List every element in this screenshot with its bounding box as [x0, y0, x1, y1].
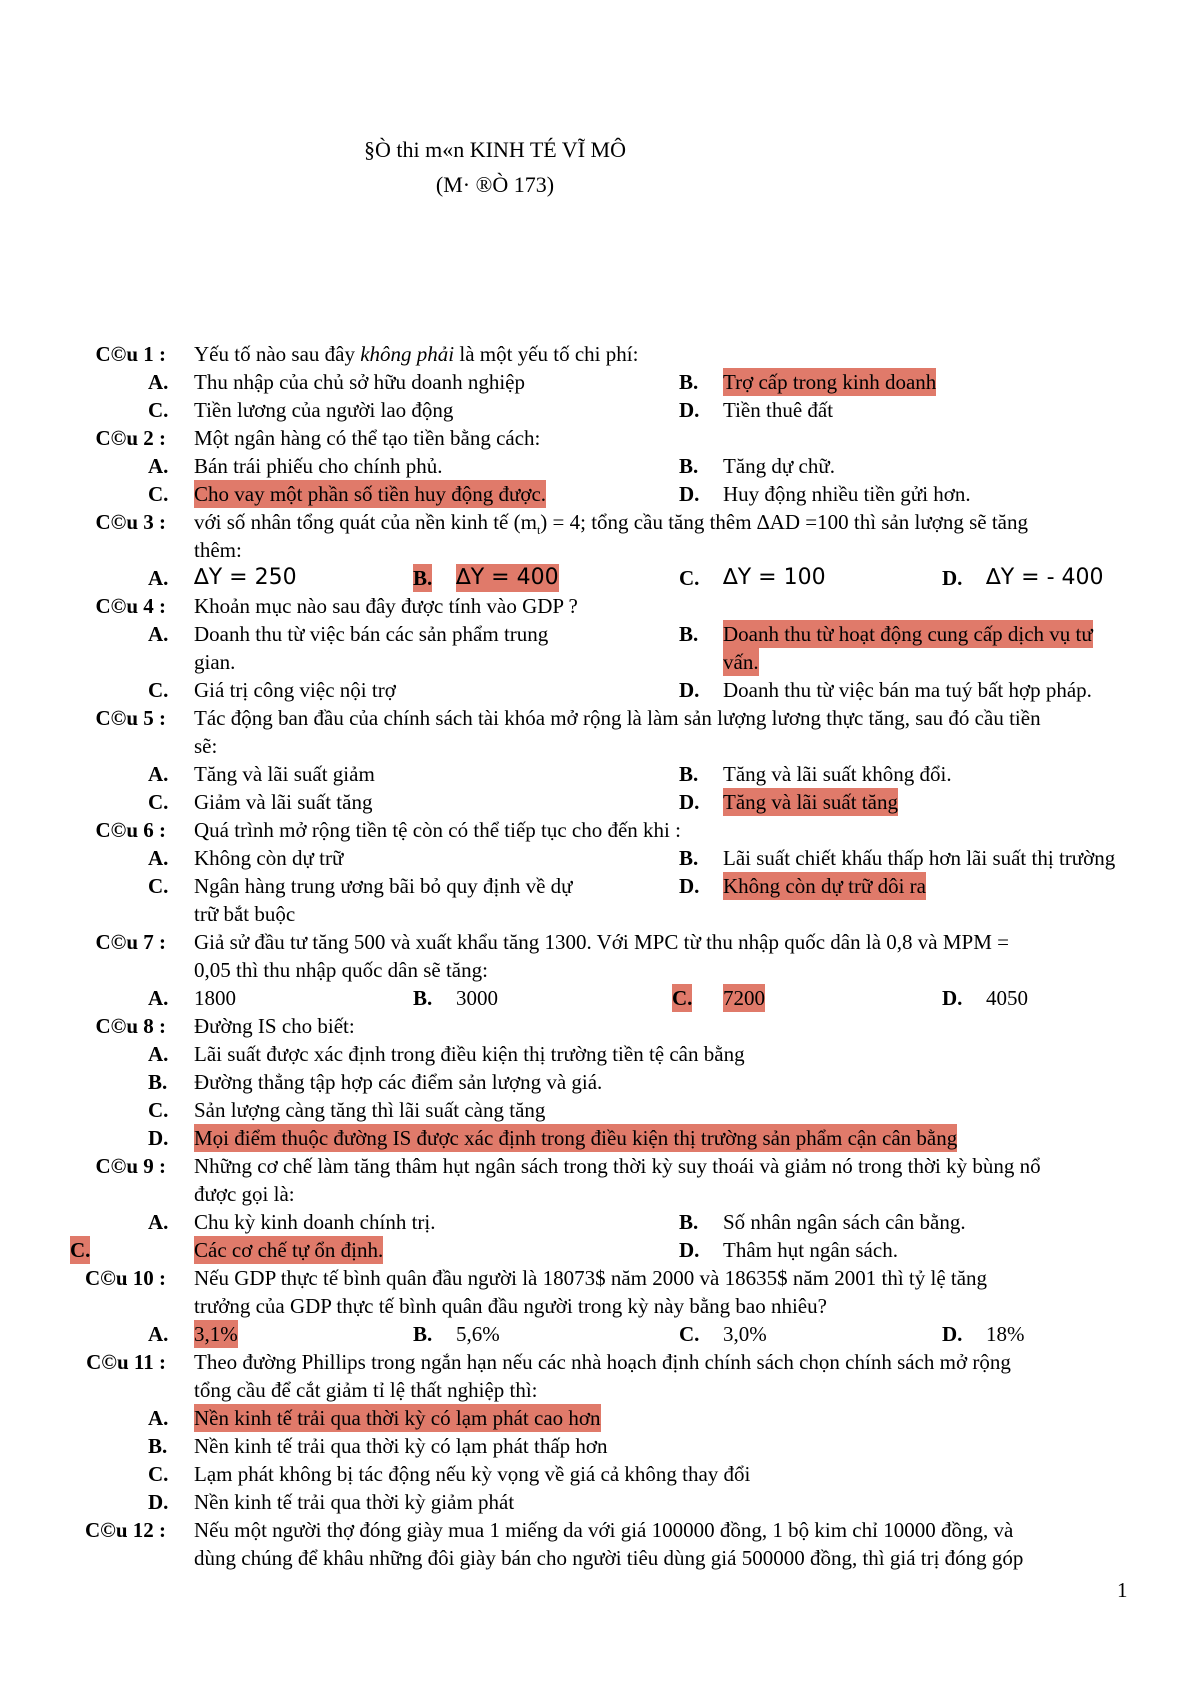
option-label: D. [679, 874, 700, 898]
option-label: C. [148, 790, 169, 814]
question-label: C©u 2 : [95, 426, 166, 450]
question-text: dùng chúng để khâu những đôi giày bán cho người tiêu dùng giá 500000 đồng, thì giá trị đóng góp [194, 1546, 1024, 1570]
question-text-cont [0, 1180, 1200, 1208]
question-text: được gọi là: [194, 1182, 295, 1206]
exam-title: §Ò thi m«n KINH TÉ VĨ MÔ [364, 137, 626, 162]
options-row [0, 368, 1200, 396]
options-row [0, 452, 1200, 480]
option-text-answer: Các cơ chế tự ổn định. [194, 1238, 384, 1262]
page-number: 1 [1117, 1578, 1128, 1602]
option-label: B. [413, 1322, 433, 1346]
option-text-answer: 7200 [723, 986, 765, 1010]
option-label: D. [679, 1238, 700, 1262]
question-text: Khoản mục nào sau đây được tính vào GDP ? [194, 594, 578, 618]
question-text: Theo đường Phillips trong ngắn hạn nếu các nhà hoạch định chính sách chọn chính sách mở rộng [194, 1350, 1011, 1374]
options-row [0, 620, 1200, 648]
option-label: B. [679, 846, 699, 870]
option-text-answer: ∆Y = 400 [456, 565, 559, 590]
option-label: A. [148, 1406, 169, 1430]
options-row [0, 1432, 1200, 1460]
option-label: B. [148, 1070, 168, 1094]
question-4 [0, 592, 1200, 620]
option-label: D. [942, 1322, 963, 1346]
question-label: C©u 12 : [84, 1518, 166, 1542]
question-8 [0, 1012, 1200, 1040]
options-row [0, 1236, 1200, 1264]
options-row [0, 564, 1200, 592]
options-row [0, 1096, 1200, 1124]
option-text-answer: 3,1% [194, 1322, 238, 1346]
question-text: Đường IS cho biết: [194, 1014, 355, 1038]
option-label: A. [148, 762, 169, 786]
question-text: sẽ: [194, 734, 218, 758]
question-label: C©u 10 : [84, 1266, 166, 1290]
option-text-answer: Mọi điểm thuộc đường IS được xác định trong điều kiện thị trường sản phẩm cận cân bằng [194, 1126, 958, 1150]
option-text: 1800 [194, 986, 236, 1010]
option-text: trữ bắt buộc [194, 902, 296, 926]
option-text: 3,0% [723, 1322, 767, 1346]
option-text: Doanh thu từ việc bán ma tuý bất hợp pháp. [723, 678, 1092, 702]
options-row [0, 760, 1200, 788]
option-label-answer: C. [70, 1238, 91, 1262]
question-text-cont [0, 536, 1200, 564]
question-12 [0, 1516, 1200, 1544]
option-label: C. [148, 678, 169, 702]
options-row [0, 984, 1200, 1012]
option-text: Tăng và lãi suất không đổi. [723, 762, 952, 786]
option-text-answer: Nền kinh tế trải qua thời kỳ có lạm phát cao hơn [194, 1406, 601, 1430]
option-label: D. [679, 482, 700, 506]
option-label: C. [679, 566, 700, 590]
options-row [0, 1040, 1200, 1068]
option-label-answer: C. [672, 986, 693, 1010]
options-row [0, 676, 1200, 704]
question-10 [0, 1264, 1200, 1292]
question-text: Yếu tố nào sau đây không phải là một yếu tố chi phí: [194, 342, 639, 366]
option-text: 3000 [456, 986, 498, 1010]
option-label: B. [679, 370, 699, 394]
option-text-answer: vấn. [723, 650, 759, 674]
option-label: A. [148, 1322, 169, 1346]
question-text-cont [0, 1292, 1200, 1320]
question-text: 0,05 thì thu nhập quốc dân sẽ tăng: [194, 958, 488, 982]
question-text-cont [0, 1544, 1200, 1572]
question-text: Nếu GDP thực tế bình quân đầu người là 18073$ năm 2000 và 18635$ năm 2001 thì tỷ lệ tăng [194, 1266, 988, 1290]
option-label: D. [679, 790, 700, 814]
option-text: Đường thẳng tập hợp các điểm sản lượng và giá. [194, 1070, 603, 1094]
option-text: Thu nhập của chủ sở hữu doanh nghiệp [194, 370, 525, 394]
option-label: D. [679, 678, 700, 702]
question-5 [0, 704, 1200, 732]
options-row [0, 1404, 1200, 1432]
option-text: Tiền lương của người lao động [194, 398, 454, 422]
question-label: C©u 5 : [95, 706, 166, 730]
question-text: với số nhân tổng quát của nền kinh tế $(m_t) = 4$; tổng cầu tăng thêm ∆AD =100 thì sản lượng sẽ tăng [194, 510, 1028, 538]
question-label: C©u 11 : [86, 1350, 166, 1374]
option-text: Chu kỳ kinh doanh chính trị. [194, 1210, 436, 1234]
option-text-answer: Tăng và lãi suất tăng [723, 790, 898, 814]
options-row-cont [0, 648, 1200, 676]
question-2 [0, 424, 1200, 452]
option-label: C. [148, 1462, 169, 1486]
option-label: A. [148, 622, 169, 646]
option-label: C. [148, 874, 169, 898]
option-label: B. [679, 622, 699, 646]
option-label: A. [148, 566, 169, 590]
option-label: D. [942, 566, 963, 590]
option-text: 5,6% [456, 1322, 500, 1346]
option-label: A. [148, 986, 169, 1010]
question-label: C©u 6 : [95, 818, 166, 842]
options-row [0, 1124, 1200, 1152]
options-row [0, 1208, 1200, 1236]
option-text: 4050 [986, 986, 1028, 1010]
question-text: thêm: [194, 538, 242, 562]
options-row-cont [0, 900, 1200, 928]
option-text-answer: Cho vay một phần số tiền huy động được. [194, 482, 547, 506]
option-text: Bán trái phiếu cho chính phủ. [194, 454, 443, 478]
question-text: Tác động ban đầu của chính sách tài khóa mở rộng là làm sản lượng lương thực tăng, sau đó cầu tiền [194, 706, 1041, 730]
option-text: 18% [986, 1322, 1025, 1346]
option-label: B. [148, 1434, 168, 1458]
question-text-cont [0, 732, 1200, 760]
option-text: Lạm phát không bị tác động nếu kỳ vọng về giá cả không thay đổi [194, 1462, 751, 1486]
question-text-cont [0, 1376, 1200, 1404]
options-row [0, 480, 1200, 508]
question-text: tổng cầu để cắt giảm tỉ lệ thất nghiệp thì: [194, 1378, 538, 1402]
question-text: Những cơ chế làm tăng thâm hụt ngân sách trong thời kỳ suy thoái và giảm nó trong thời kỳ bùng nổ [194, 1154, 1041, 1178]
option-label: D. [148, 1490, 169, 1514]
options-row [0, 844, 1200, 872]
option-label: D. [679, 398, 700, 422]
option-label: A. [148, 370, 169, 394]
option-text-answer: Không còn dự trữ dôi ra [723, 874, 926, 898]
options-row [0, 1460, 1200, 1488]
option-text: Không còn dự trữ [194, 846, 344, 870]
options-row [0, 1488, 1200, 1516]
option-label: D. [942, 986, 963, 1010]
question-text: Giả sử đầu tư tăng 500 và xuất khẩu tăng 1300. Với MPC từ thu nhập quốc dân là 0,8 và MPM = [194, 930, 1009, 954]
question-label: C©u 9 : [95, 1154, 166, 1178]
question-text: Quá trình mở rộng tiền tệ còn có thể tiếp tục cho đến khi : [194, 818, 681, 842]
option-label: C. [148, 398, 169, 422]
option-text: Lãi suất được xác định trong điều kiện thị trường tiền tệ cân bằng [194, 1042, 745, 1066]
question-label: C©u 7 : [95, 930, 166, 954]
question-9 [0, 1152, 1200, 1180]
option-text: ∆Y = 100 [723, 565, 826, 590]
option-text: Huy động nhiều tiền gửi hơn. [723, 482, 971, 506]
option-label: C. [148, 1098, 169, 1122]
option-label-answer: B. [413, 566, 433, 590]
option-text: Số nhân ngân sách cân bằng. [723, 1210, 966, 1234]
question-text: Nếu một người thợ đóng giày mua 1 miếng da với giá 100000 đồng, 1 bộ kim chỉ 10000 đồng, và [194, 1518, 1014, 1542]
option-text: Thâm hụt ngân sách. [723, 1238, 898, 1262]
question-label: C©u 1 : [95, 342, 166, 366]
option-label: B. [679, 1210, 699, 1234]
option-label: D. [148, 1126, 169, 1150]
question-1 [0, 340, 1200, 368]
option-label: A. [148, 1042, 169, 1066]
options-row [0, 788, 1200, 816]
options-row [0, 396, 1200, 424]
option-label: B. [679, 762, 699, 786]
option-text: Tăng dự chữ. [723, 454, 835, 478]
option-text: gian. [194, 650, 236, 674]
option-text: Sản lượng càng tăng thì lãi suất càng tăng [194, 1098, 546, 1122]
options-row [0, 1320, 1200, 1348]
options-row [0, 1068, 1200, 1096]
option-label: A. [148, 454, 169, 478]
question-label: C©u 3 : [95, 510, 166, 534]
option-label: A. [148, 846, 169, 870]
option-text: Nền kinh tế trải qua thời kỳ có lạm phát thấp hơn [194, 1434, 608, 1458]
exam-code: (M· ®Ò 173) [435, 172, 555, 197]
option-text: Lãi suất chiết khấu thấp hơn lãi suất thị trường [723, 846, 1116, 870]
option-text: Giảm và lãi suất tăng [194, 790, 373, 814]
option-text-answer: Doanh thu từ hoạt động cung cấp dịch vụ tư [723, 622, 1093, 646]
option-text: Ngân hàng trung ương bãi bỏ quy định về dự [194, 874, 573, 898]
option-text: Nền kinh tế trải qua thời kỳ giảm phát [194, 1490, 515, 1514]
question-7 [0, 928, 1200, 956]
option-text: ∆Y = - 400 [986, 565, 1104, 590]
question-6 [0, 816, 1200, 844]
option-label: C. [148, 482, 169, 506]
question-3 [0, 508, 1200, 536]
option-text: Tăng và lãi suất giảm [194, 762, 375, 786]
question-text: Một ngân hàng có thể tạo tiền bằng cách: [194, 426, 541, 450]
option-label: C. [679, 1322, 700, 1346]
option-text: Giá trị công việc nội trợ [194, 678, 396, 702]
question-11 [0, 1348, 1200, 1376]
question-text-cont [0, 956, 1200, 984]
option-label: A. [148, 1210, 169, 1234]
option-label: B. [413, 986, 433, 1010]
question-label: C©u 8 : [95, 1014, 166, 1038]
option-text: ∆Y = 250 [194, 565, 297, 590]
option-text: Tiền thuê đất [723, 398, 834, 422]
options-row [0, 872, 1200, 900]
option-text-answer: Trợ cấp trong kinh doanh [723, 370, 937, 394]
option-label: B. [679, 454, 699, 478]
question-label: C©u 4 : [95, 594, 166, 618]
option-text: Doanh thu từ việc bán các sản phẩm trung [194, 622, 549, 646]
question-text: trưởng của GDP thực tế bình quân đầu người trong kỳ này bằng bao nhiêu? [194, 1294, 827, 1318]
